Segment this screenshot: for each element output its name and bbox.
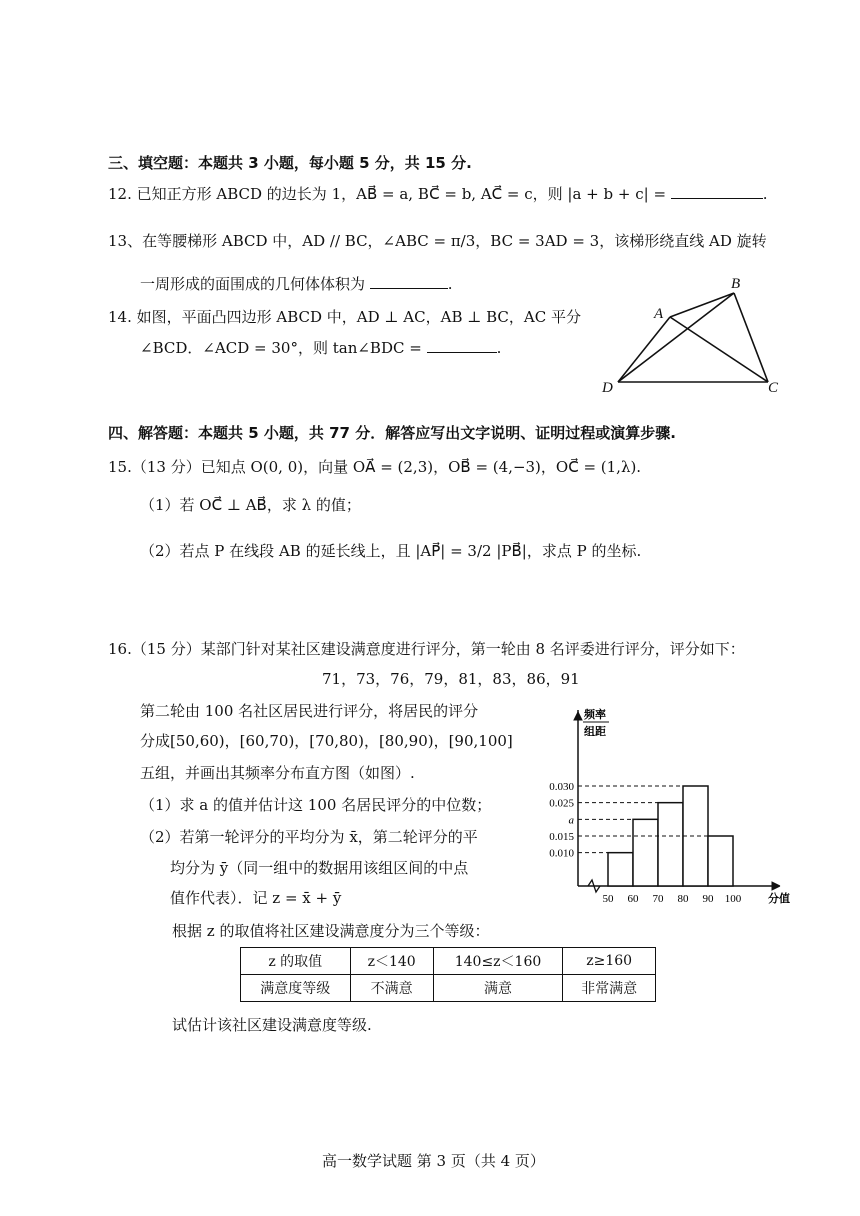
label-B: B xyxy=(731,276,741,292)
question-14-text: ∠BCD．∠ACD = 30°，则 tan∠BDC = xyxy=(140,339,422,357)
answer-blank-14 xyxy=(427,338,497,353)
question-14-line2: ∠BCD．∠ACD = 30°，则 tan∠BDC = . xyxy=(140,339,502,357)
satisfaction-grade-table xyxy=(240,947,656,1002)
question-15-part2: （2）若点 P 在线段 AB 的延长线上，且 |AP⃗| = 3/2 |PB⃗|，求点 P 的坐标. xyxy=(140,542,642,560)
table-cell: z 的取值 xyxy=(241,948,351,975)
xtick-label: 90 xyxy=(702,893,714,905)
question-14-line1: 14. 如图，平面凸四边形 ABCD 中，AD ⊥ AC，AB ⊥ BC，AC 平分 xyxy=(108,308,581,326)
question-16-part2-line1: （2）若第一轮评分的平均分为 x̄，第二轮评分的平 xyxy=(140,828,478,846)
question-16-line4: 分成[50,60)，[60,70)，[70,80)，[80,90)，[90,100] xyxy=(140,732,513,750)
quadrilateral-figure xyxy=(598,275,798,395)
ytick-label: 0.030 xyxy=(549,781,574,793)
table-cell: 非常满意 xyxy=(563,975,656,1002)
ytick-label: 0.015 xyxy=(549,831,574,843)
y-axis-arrow xyxy=(574,712,582,720)
table-cell: 满意度等级 xyxy=(241,975,351,1002)
question-15-line1: 15.（13 分）已知点 O(0, 0)，向量 OA⃗ = (2,3)，OB⃗ = (4,−3)，OC⃗ = (1,λ). xyxy=(108,458,642,476)
histogram-bar xyxy=(708,836,733,886)
question-16-scores: 71，73，76，79，81，83，86，91 xyxy=(322,670,580,688)
ylabel-top: 频率 xyxy=(584,708,606,721)
xtick-label: 100 xyxy=(724,893,742,905)
answer-blank-13 xyxy=(370,274,448,289)
xlabel: 分值 xyxy=(768,892,790,905)
table-cell: 满意 xyxy=(433,975,563,1002)
question-16-final: 试估计该社区建设满意度等级. xyxy=(172,1016,372,1034)
question-16-part1: （1）求 a 的值并估计这 100 名居民评分的中位数； xyxy=(140,796,492,814)
edge-DA xyxy=(618,317,670,382)
question-16-line3: 第二轮由 100 名社区居民进行评分，将居民的评分 xyxy=(140,702,479,720)
histogram-bar xyxy=(658,803,683,886)
x-axis-arrow xyxy=(772,882,780,890)
question-13-text: 一周形成的面围成的几何体体积为 xyxy=(140,275,366,293)
question-16-line1: 16.（15 分）某部门针对某社区建设满意度进行评分，第一轮由 8 名评委进行评分，评分如下： xyxy=(108,640,745,658)
question-13-line1: 13、在等腰梯形 ABCD 中，AD // BC，∠ABC = π/3，BC = 3AD = 3，该梯形绕直线 AD 旋转 xyxy=(108,232,767,250)
ytick-label: 0.025 xyxy=(549,797,574,810)
xtick-label: 70 xyxy=(652,893,664,905)
question-12: 12. 已知正方形 ABCD 的边长为 1，AB⃗ = a, BC⃗ = b, AC⃗ = c，则 |a + b + c| = . xyxy=(108,185,768,203)
question-16-part2-line3: 值作代表）．记 z = x̄ + ȳ xyxy=(170,889,342,907)
frequency-histogram xyxy=(530,700,800,910)
edge-BC xyxy=(734,293,768,382)
histogram-bar xyxy=(608,853,633,886)
xtick-label: 50 xyxy=(602,893,614,905)
table-cell: 140≤z＜160 xyxy=(433,948,563,975)
table-cell: z＜140 xyxy=(350,948,433,975)
ylabel-bottom: 组距 xyxy=(584,725,606,738)
question-16-line5: 五组，并画出其频率分布直方图（如图）. xyxy=(140,764,415,782)
answer-blank-12 xyxy=(671,184,763,199)
question-13-line2: 一周形成的面围成的几何体体积为 . xyxy=(140,275,453,293)
table-row xyxy=(241,948,656,975)
diagonal-BD xyxy=(618,293,734,382)
section-4-heading: 四、解答题：本题共 5 小题，共 77 分．解答应写出文字说明、证明过程或演算步骤. xyxy=(108,424,676,442)
ytick-label: 0.010 xyxy=(549,847,574,860)
label-D: D xyxy=(602,380,613,395)
page-footer: 高一数学试题 第 3 页（共 4 页） xyxy=(322,1152,545,1170)
table-cell: z≥160 xyxy=(563,948,656,975)
histogram-bar xyxy=(633,819,658,886)
table-cell: 不满意 xyxy=(350,975,433,1002)
table-row xyxy=(241,975,656,1002)
section-3-heading: 三、填空题：本题共 3 小题，每小题 5 分，共 15 分. xyxy=(108,154,472,172)
label-A: A xyxy=(654,306,664,322)
question-16-grade-intro: 根据 z 的取值将社区建设满意度分为三个等级： xyxy=(172,922,490,940)
diagonal-AC xyxy=(670,317,768,382)
label-C: C xyxy=(768,380,779,395)
question-15-part1: （1）若 OC⃗ ⊥ AB⃗，求 λ 的值； xyxy=(140,496,361,514)
edge-AB xyxy=(670,293,734,317)
xtick-label: 60 xyxy=(627,893,639,905)
ytick-label: a xyxy=(568,814,574,827)
question-12-text: 12. 已知正方形 ABCD 的边长为 1，AB⃗ = a, BC⃗ = b, AC⃗ = c，则 |a + b + c| = xyxy=(108,185,667,203)
question-16-part2-line2: 均分为 ȳ（同一组中的数据用该组区间的中点 xyxy=(170,859,469,877)
xtick-label: 80 xyxy=(677,893,689,905)
